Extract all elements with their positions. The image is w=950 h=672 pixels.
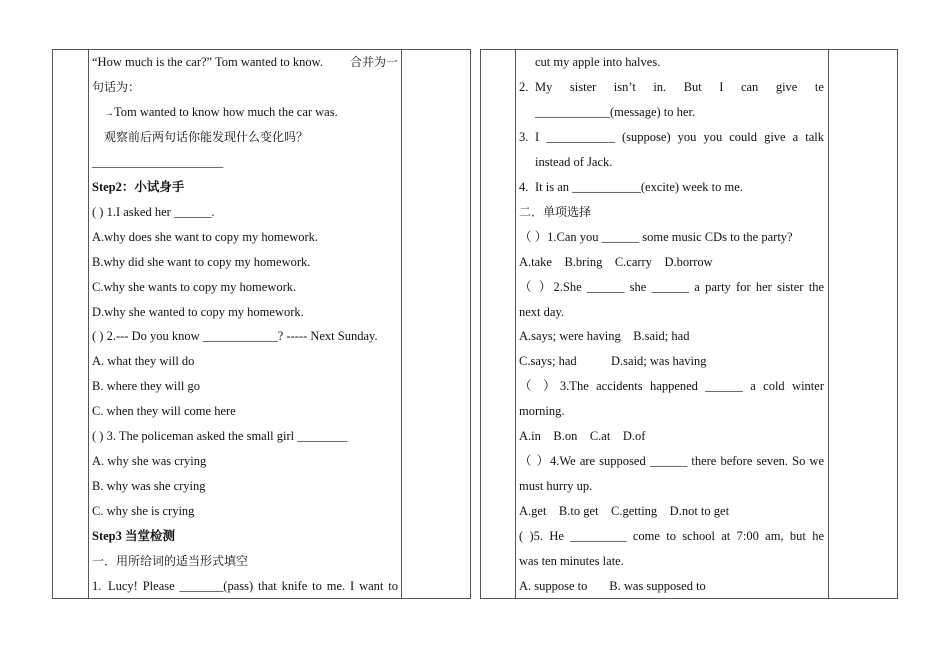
right-table-border-2 xyxy=(515,49,516,599)
fill-item-4 xyxy=(519,179,743,195)
fill-item-2-word: isn’t xyxy=(613,80,636,94)
fill-item-1-text: Lucy! Please _______(pass) that knife to me. I want to xyxy=(108,579,398,593)
question-1-option-c: C.why she wants to copy my homework. xyxy=(92,280,297,294)
fill-item-2-continued: ____________(message) to her. xyxy=(535,105,696,119)
question-1-option-d: D.why she wanted to copy my homework. xyxy=(92,305,304,319)
fill-item-2-word: sister xyxy=(569,80,597,94)
intro-sentence xyxy=(92,54,398,70)
left-table-border-3 xyxy=(401,49,402,599)
merged-sentence: Tom wanted to know how much the car was. xyxy=(114,105,338,119)
left-table-border-2 xyxy=(88,49,89,599)
question-1: ( ) 1.I asked her ______. xyxy=(92,205,215,219)
intro-merge-label: 合并为一 xyxy=(349,55,398,69)
fill-item-4-number: 4. xyxy=(519,180,529,194)
question-3-option-b: B. why was she crying xyxy=(92,479,206,493)
question-2-option-a: A. what they will do xyxy=(92,354,195,368)
fill-item-2-word: But xyxy=(683,80,702,94)
fill-item-2 xyxy=(519,79,824,95)
fill-item-3-continued: instead of Jack. xyxy=(535,155,613,169)
mc-question-2-options-cd: C.says; had D.said; was having xyxy=(519,354,707,368)
fill-item-1-number: 1. xyxy=(92,579,102,593)
left-table-top-border xyxy=(52,49,471,50)
answer-blank[interactable]: _____________________ xyxy=(92,155,224,169)
question-2-option-c: C. when they will come here xyxy=(92,404,236,418)
mc-question-2-continued: next day. xyxy=(519,305,565,319)
fill-item-3 xyxy=(519,129,824,145)
left-table-bottom-border xyxy=(52,598,471,599)
mc-question-3-options: A.in B.on C.at D.of xyxy=(519,429,646,443)
fill-item-2-word: te xyxy=(814,80,824,94)
mc-question-4-options: A.get B.to get C.getting D.not to get xyxy=(519,504,730,518)
fill-item-1 xyxy=(92,578,398,594)
right-arrow-icon: → xyxy=(104,108,114,119)
fill-item-3-text: I ___________ (suppose) you you could give a talk xyxy=(535,130,824,144)
question-3-option-c: C. why she is crying xyxy=(92,504,195,518)
question-1-option-a: A.why does she want to copy my homework. xyxy=(92,230,319,244)
mc-question-1-options: A.take B.bring C.carry D.borrow xyxy=(519,255,713,269)
fill-item-2-text xyxy=(535,79,824,95)
fill-item-1-continued: cut my apple into halves. xyxy=(535,55,661,69)
mc-question-4-continued: must hurry up. xyxy=(519,479,593,493)
right-table-border-1 xyxy=(480,49,481,599)
section-2-heading: 二．单项选择 xyxy=(519,205,592,219)
fill-item-2-word: in. xyxy=(653,80,667,94)
fill-item-4-text: It is an ___________(excite) week to me. xyxy=(535,180,743,194)
observe-question: 观察前后两句话你能发现什么变化吗？ xyxy=(104,130,309,144)
mc-question-5: ( )5. He _________ come to school at 7:00 am, but he xyxy=(519,529,824,543)
fill-item-2-word: I xyxy=(719,80,724,94)
right-table-bottom-border xyxy=(480,598,898,599)
mc-question-5-options: A. suppose to B. was supposed to xyxy=(519,579,706,593)
section-1-heading: 一．用所给词的适当形式填空 xyxy=(92,554,249,568)
mc-question-3-continued: morning. xyxy=(519,404,565,418)
question-3-option-a: A. why she was crying xyxy=(92,454,207,468)
left-table-border-1 xyxy=(52,49,53,599)
merged-sentence-line xyxy=(104,104,338,122)
question-2-option-b: B. where they will go xyxy=(92,379,200,393)
mc-question-2-options-ab: A.says; were having B.said; had xyxy=(519,329,690,343)
left-table-border-4 xyxy=(470,49,471,599)
right-table-top-border xyxy=(480,49,898,50)
right-table-border-3 xyxy=(828,49,829,599)
fill-item-3-number: 3. xyxy=(519,130,529,144)
question-3: ( ) 3. The policeman asked the small girl ________ xyxy=(92,429,348,443)
fill-item-2-word: give xyxy=(775,80,798,94)
mc-question-2: （ ）2.She ______ she ______ a party for her sister the xyxy=(519,280,824,294)
mc-question-3: （ ）3.The accidents happened ______ a cold winter xyxy=(519,379,824,393)
step2-heading: Step2：小试身手 xyxy=(92,180,185,194)
mc-question-4: （ ）4.We are supposed ______ there before seven. So we xyxy=(519,454,824,468)
fill-item-2-number: 2. xyxy=(519,80,529,94)
intro-question: “How much is the car?” Tom wanted to know. xyxy=(92,55,324,69)
question-2: ( ) 2.--- Do you know ____________? ----- Next Sunday. xyxy=(92,329,378,343)
step3-heading: Step3 当堂检测 xyxy=(92,529,175,543)
right-table-border-4 xyxy=(897,49,898,599)
mc-question-1: （ ）1.Can you ______ some music CDs to the party? xyxy=(519,230,793,244)
mc-question-5-continued: was ten minutes late. xyxy=(519,554,624,568)
fill-item-2-word: My xyxy=(535,80,553,94)
intro-merge-label-cont: 句话为： xyxy=(92,80,141,94)
fill-item-2-word: can xyxy=(740,80,759,94)
question-1-option-b: B.why did she want to copy my homework. xyxy=(92,255,311,269)
